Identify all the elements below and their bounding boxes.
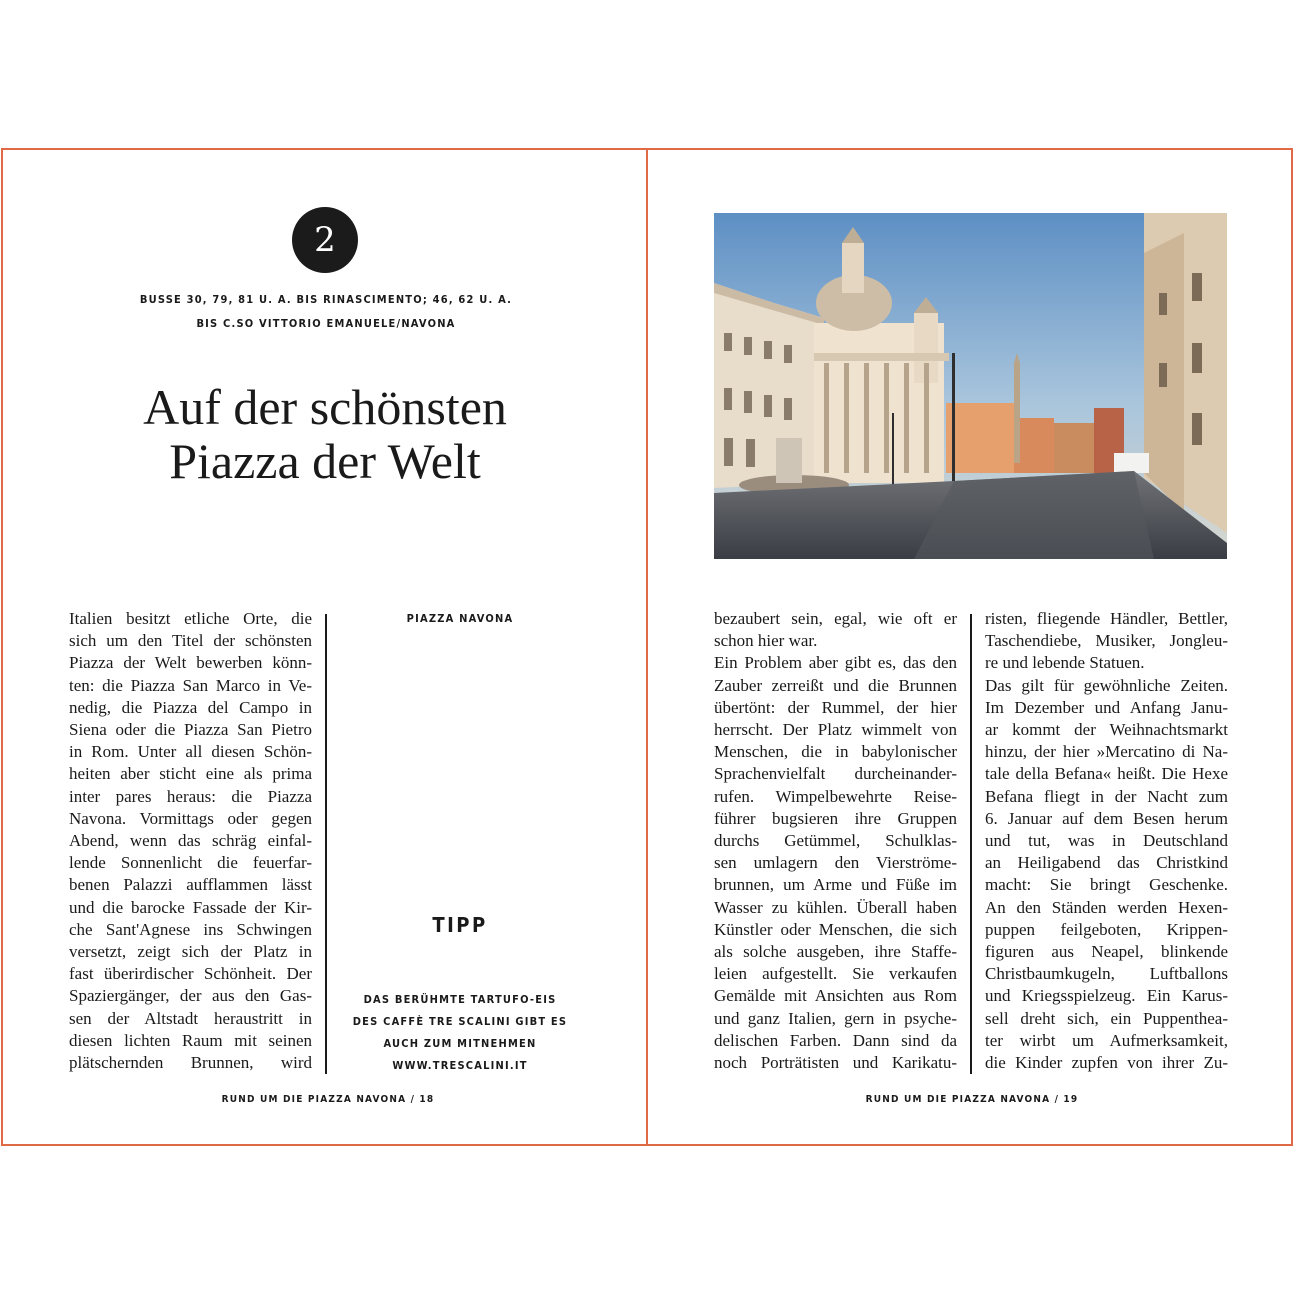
body-text-column xyxy=(69,608,312,1074)
text-line: Christbaumkugeln, Luftballons xyxy=(985,964,1228,984)
text-line: nedig, die Piazza del Campo in xyxy=(69,697,312,717)
text-line: und die barocke Fassade der Kir- xyxy=(69,897,312,917)
text-line: Im Dezember und Anfang Janu- xyxy=(985,697,1228,717)
page-footer-right: RUND UM DIE PIAZZA NAVONA / 19 xyxy=(865,1094,1079,1105)
chapter-title xyxy=(60,380,590,488)
text-line: noch Porträtisten und Karikatu- xyxy=(714,1053,957,1073)
text-line: Spaziergänger, der aus den Gas- xyxy=(69,986,312,1006)
text-line: diesen lichten Raum mit seinen xyxy=(69,1030,312,1050)
text-line: benen Palazzi aufflammen lässt xyxy=(69,875,312,895)
text-line: inter pares heraus: die Piazza xyxy=(69,786,312,806)
text-line: heiten aber sticht eine als prima xyxy=(69,764,312,784)
text-line: Künstler oder Menschen, die sich xyxy=(714,919,957,939)
text-line: An den Ständen werden Hexen- xyxy=(985,897,1228,917)
text-line: Navona. Vormittags oder gegen xyxy=(69,808,312,828)
text-line: rufen. Wimpelbewehrte Reise- xyxy=(714,786,957,806)
text-line: tale della Befana« heißt. Die Hexe xyxy=(985,764,1228,784)
text-line: Befana fliegt in der Nacht zum xyxy=(985,786,1228,806)
tip-line: DES CAFFÈ TRE SCALINI GIBT ES xyxy=(352,1015,568,1028)
text-line: leien aufgestellt. Sie verkaufen xyxy=(714,964,957,984)
text-line: sell dreht sich, ein Puppenthea- xyxy=(985,1008,1228,1028)
page-gutter-line xyxy=(646,148,648,1146)
text-line: Sprachenvielfalt durcheinander- xyxy=(714,764,957,784)
text-line: und ganz Italien, gern in psyche- xyxy=(714,1008,957,1028)
transport-line: BUSSE 30, 79, 81 U. A. BIS RINASCIMENTO; 46, 62 U. A. xyxy=(139,293,513,306)
text-line: Gemälde mit Ansichten aus Rom xyxy=(714,986,957,1006)
title-line: Auf der schönsten xyxy=(143,379,507,435)
transport-info xyxy=(120,288,532,336)
text-line: figuren aus Neapel, blinkende xyxy=(985,942,1228,962)
text-line: che Sant'Agnese ins Schwingen xyxy=(69,919,312,939)
tip-text xyxy=(340,989,580,1077)
text-line: macht: Sie bringt Geschenke. xyxy=(985,875,1228,895)
text-line: an Heiligabend das Christkind xyxy=(985,853,1228,873)
text-line: Piazza der Welt bewerben könn- xyxy=(69,653,312,673)
text-line: Taschendiebe, Musiker, Jongleu- xyxy=(985,631,1228,651)
text-line: Menschen, die in babylonischer xyxy=(714,742,957,762)
text-line: brunnen, um Arme und Füße im xyxy=(714,875,957,895)
text-line: durchs Getümmel, Schulklas- xyxy=(714,831,957,851)
text-line: übertönt: der Rummel, der hier xyxy=(714,697,957,717)
text-line: sen umlagern den Vierströme- xyxy=(714,853,957,873)
text-line: bezaubert sein, egal, wie oft er xyxy=(714,609,957,628)
text-line: die Kinder zupfen von ihrer Zu- xyxy=(985,1053,1228,1073)
text-line: herrscht. Der Platz wimmelt von xyxy=(714,720,957,740)
tip-link[interactable]: WWW.TRESCALINI.IT xyxy=(392,1059,528,1072)
text-line: sen der Altstadt heraustritt in xyxy=(69,1008,312,1028)
text-line: und tut, was in Deutschland xyxy=(985,831,1228,851)
tip-line: DAS BERÜHMTE TARTUFO-EIS xyxy=(363,993,557,1006)
page-footer-left: RUND UM DIE PIAZZA NAVONA / 18 xyxy=(221,1094,435,1105)
text-line: schon hier war. xyxy=(714,631,818,651)
text-line: Das gilt für gewöhnliche Zeiten. xyxy=(985,675,1228,695)
body-text-column xyxy=(985,608,1228,1074)
text-line: re und lebende Statuen. xyxy=(985,653,1145,673)
text-line: delischen Farben. Dann sind da xyxy=(714,1030,957,1050)
text-line: führer bugsieren ihre Gruppen xyxy=(714,808,957,828)
transport-line: BIS C.SO VITTORIO EMANUELE/NAVONA xyxy=(196,317,456,330)
text-line: und Kriegsspielzeug. Ein Karus- xyxy=(985,986,1228,1006)
text-line: plätschernden Brunnen, wird xyxy=(69,1053,312,1073)
text-line: ar kommt der Weihnachtsmarkt xyxy=(985,720,1228,740)
text-line: Siena oder die Piazza San Pietro xyxy=(69,720,312,740)
column-rule xyxy=(970,614,972,1074)
text-line: ten: die Piazza San Marco in Ve- xyxy=(69,675,312,695)
piazza-navona-photo xyxy=(714,213,1227,559)
text-line: versetzt, zeigt sich der Platz in xyxy=(69,942,312,962)
title-line: Piazza der Welt xyxy=(169,433,481,489)
tip-label: TIPP xyxy=(432,913,488,937)
chapter-number-badge: 2 xyxy=(292,207,358,273)
text-line: Wasser zu kühlen. Überall haben xyxy=(714,897,957,917)
text-line: in Rom. Unter all diesen Schön- xyxy=(69,742,312,762)
text-line: Zauber zerreißt und die Brunnen xyxy=(714,675,957,695)
text-line: puppen feilgeboten, Krippen- xyxy=(985,919,1228,939)
column-rule xyxy=(325,614,327,1074)
text-line: Abend, wenn das schräg einfal- xyxy=(69,831,312,851)
text-line: 6. Januar auf dem Besen herum xyxy=(985,808,1228,828)
tip-line: AUCH ZUM MITNEHMEN xyxy=(383,1037,537,1050)
text-line: hinzu, der hier »Mercatino di Na- xyxy=(985,742,1228,762)
text-line: lende Sonnenlicht die feuerfar- xyxy=(69,853,312,873)
text-line: fast überirdischer Schönheit. Der xyxy=(69,964,312,984)
sidebar-heading: PIAZZA NAVONA xyxy=(406,612,514,625)
text-line: Italien besitzt etliche Orte, die xyxy=(69,609,312,628)
body-text-column xyxy=(714,608,957,1074)
text-line: als solche ausgeben, ihre Staffe- xyxy=(714,942,957,962)
text-line: risten, fliegende Händler, Bettler, xyxy=(985,609,1228,628)
text-line: Ein Problem aber gibt es, das den xyxy=(714,653,957,673)
text-line: ter wirbt um Aufmerksamkeit, xyxy=(985,1030,1228,1050)
text-line: sich um den Titel der schönsten xyxy=(69,631,312,651)
